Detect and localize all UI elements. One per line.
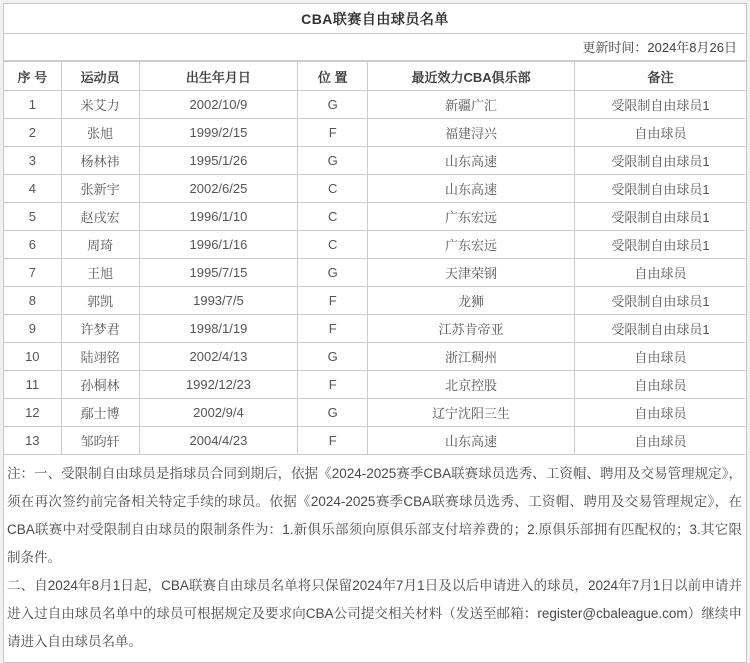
table-cell: 2 xyxy=(4,119,61,147)
table-cell: 浙江稠州 xyxy=(368,343,575,371)
table-cell: 受限制自由球员1 xyxy=(575,147,746,175)
table-cell: 山东高速 xyxy=(368,427,575,455)
table-cell: 受限制自由球员1 xyxy=(575,175,746,203)
column-header-player: 运动员 xyxy=(61,62,139,91)
footnote-1: 注：一、受限制自由球员是指球员合同到期后，依据《2024-2025赛季CBA联赛球员选秀、工资帽、聘用及交易管理规定》，须在再次签约前完备相关特定手续的球员。依据《2024-2025赛季CBA联赛球员选秀、工资帽、聘用及交易管理规定》，在CBA联赛中对受限制自由球员的限制条件为：1.新俱乐部须向原俱乐部支付培养费的；2.原俱乐部拥有匹配权的；3.其它限制条件。 xyxy=(7,466,742,565)
table-cell: F xyxy=(298,315,368,343)
table-row xyxy=(4,399,746,427)
table-cell: 新疆广汇 xyxy=(368,91,575,119)
table-cell: 江苏肯帝亚 xyxy=(368,315,575,343)
free-agent-table xyxy=(4,61,746,455)
table-row xyxy=(4,287,746,315)
table-cell: 自由球员 xyxy=(575,427,746,455)
table-cell: 自由球员 xyxy=(575,343,746,371)
table-row xyxy=(4,119,746,147)
table-cell: 受限制自由球员1 xyxy=(575,231,746,259)
table-cell: 自由球员 xyxy=(575,119,746,147)
column-header-remark: 备注 xyxy=(575,62,746,91)
table-cell: G xyxy=(298,147,368,175)
page-title: CBA联赛自由球员名单 xyxy=(4,4,746,34)
table-cell: 张旭 xyxy=(61,119,139,147)
table-cell: F xyxy=(298,371,368,399)
table-cell: 11 xyxy=(4,371,61,399)
table-header-row xyxy=(4,62,746,91)
table-cell: 受限制自由球员1 xyxy=(575,315,746,343)
table-cell: 米艾力 xyxy=(61,91,139,119)
table-cell: 6 xyxy=(4,231,61,259)
table-cell: 1995/7/15 xyxy=(139,259,298,287)
table-cell: 张新宇 xyxy=(61,175,139,203)
table-cell: G xyxy=(298,259,368,287)
table-cell: C xyxy=(298,231,368,259)
table-cell: 邹昀轩 xyxy=(61,427,139,455)
table-cell: 山东高速 xyxy=(368,175,575,203)
table-cell: 王旭 xyxy=(61,259,139,287)
update-time: 更新时间：2024年8月26日 xyxy=(4,34,746,61)
table-cell: 7 xyxy=(4,259,61,287)
table-row xyxy=(4,175,746,203)
table-cell: 1 xyxy=(4,91,61,119)
table-cell: F xyxy=(298,427,368,455)
table-cell: F xyxy=(298,119,368,147)
column-header-club: 最近效力CBA俱乐部 xyxy=(368,62,575,91)
table-cell: 4 xyxy=(4,175,61,203)
table-row xyxy=(4,427,746,455)
table-cell: 陆翊铭 xyxy=(61,343,139,371)
table-cell: G xyxy=(298,399,368,427)
table-cell: 1996/1/10 xyxy=(139,203,298,231)
table-cell: 2002/4/13 xyxy=(139,343,298,371)
table-cell: 龙狮 xyxy=(368,287,575,315)
table-cell: 受限制自由球员1 xyxy=(575,91,746,119)
table-cell: 许梦君 xyxy=(61,315,139,343)
table-cell: G xyxy=(298,91,368,119)
table-cell: 1993/7/5 xyxy=(139,287,298,315)
table-cell: F xyxy=(298,287,368,315)
table-cell: 10 xyxy=(4,343,61,371)
table-row xyxy=(4,371,746,399)
table-cell: 天津荣钢 xyxy=(368,259,575,287)
table-cell: 广东宏远 xyxy=(368,203,575,231)
table-row xyxy=(4,259,746,287)
table-cell: 受限制自由球员1 xyxy=(575,287,746,315)
table-cell: 9 xyxy=(4,315,61,343)
table-cell: 辽宁沈阳三生 xyxy=(368,399,575,427)
table-cell: 1995/1/26 xyxy=(139,147,298,175)
table-cell: C xyxy=(298,203,368,231)
table-cell: 赵戌宏 xyxy=(61,203,139,231)
table-cell: 1996/1/16 xyxy=(139,231,298,259)
table-cell: 8 xyxy=(4,287,61,315)
table-cell: 2004/4/23 xyxy=(139,427,298,455)
table-cell: 2002/10/9 xyxy=(139,91,298,119)
free-agent-sheet xyxy=(3,3,747,663)
table-cell: 鄢士博 xyxy=(61,399,139,427)
table-row xyxy=(4,231,746,259)
column-header-birth: 出生年月日 xyxy=(139,62,298,91)
table-cell: 自由球员 xyxy=(575,371,746,399)
table-row xyxy=(4,147,746,175)
table-cell: 3 xyxy=(4,147,61,175)
table-row xyxy=(4,315,746,343)
table-cell: 12 xyxy=(4,399,61,427)
table-cell: 1999/2/15 xyxy=(139,119,298,147)
table-cell: 5 xyxy=(4,203,61,231)
table-cell: 自由球员 xyxy=(575,259,746,287)
table-cell: 山东高速 xyxy=(368,147,575,175)
column-header-index: 序 号 xyxy=(4,62,61,91)
table-cell: 1998/1/19 xyxy=(139,315,298,343)
footnote-2: 二、自2024年8月1日起，CBA联赛自由球员名单将只保留2024年7月1日及以后申请进入的球员，2024年7月1日以前申请并进入过自由球员名单中的球员可根据规定及要求向CBA公司提交相关材料（发送至邮箱：register@cbaleague.com）继续申请进入自由球员名单。 xyxy=(7,578,742,649)
table-row xyxy=(4,91,746,119)
table-cell: 福建浔兴 xyxy=(368,119,575,147)
table-cell: 杨林祎 xyxy=(61,147,139,175)
table-cell: 孙桐林 xyxy=(61,371,139,399)
table-cell: 2002/9/4 xyxy=(139,399,298,427)
table-cell: 广东宏远 xyxy=(368,231,575,259)
table-cell: 北京控股 xyxy=(368,371,575,399)
table-body xyxy=(4,91,746,455)
table-cell: 2002/6/25 xyxy=(139,175,298,203)
table-cell: 自由球员 xyxy=(575,399,746,427)
table-cell: 13 xyxy=(4,427,61,455)
table-row xyxy=(4,343,746,371)
table-cell: 周琦 xyxy=(61,231,139,259)
table-row xyxy=(4,203,746,231)
table-cell: 受限制自由球员1 xyxy=(575,203,746,231)
table-cell: G xyxy=(298,343,368,371)
table-cell: 郭凯 xyxy=(61,287,139,315)
table-cell: 1992/12/23 xyxy=(139,371,298,399)
column-header-position: 位 置 xyxy=(298,62,368,91)
table-cell: C xyxy=(298,175,368,203)
